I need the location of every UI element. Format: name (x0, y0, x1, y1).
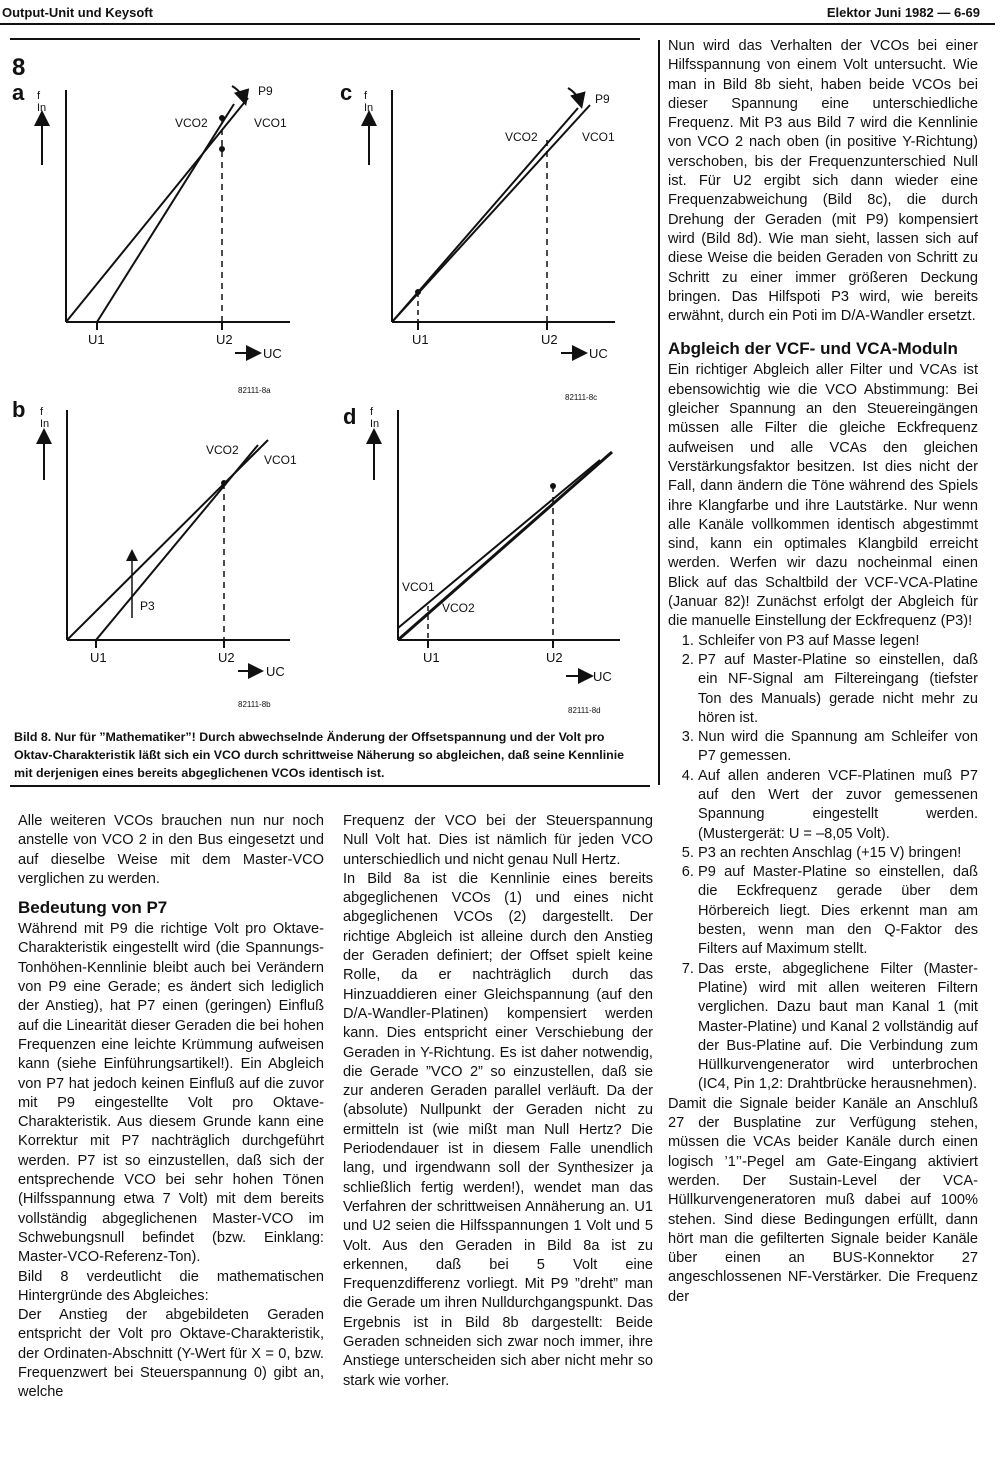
panel-d-u2: U2 (546, 650, 563, 665)
panel-b-axis-ln: In (40, 418, 50, 430)
panel-b-p3: P3 (140, 599, 155, 613)
panel-a-uc: UC (263, 346, 282, 361)
panel-b-u1: U1 (90, 650, 107, 665)
panel-c (369, 88, 615, 353)
panel-c-vco1: VCO1 (582, 130, 615, 144)
panel-a-u1: U1 (88, 332, 105, 347)
panel-b-vco1: VCO1 (264, 453, 297, 467)
panel-d-uc: UC (593, 669, 612, 684)
running-header-right: Elektor Juni 1982 — 6-69 (826, 5, 980, 20)
panel-c-letter: c (340, 80, 353, 105)
figure-caption (14, 728, 646, 782)
panel-c-u1: U1 (412, 332, 429, 347)
list-item: 7. Das erste, abgeglichene Filter (Master-Platine) wird mit allen weiteren Filtern verglichen. Dazu baut man Kanal 1 (mit Master-Platine) und Kanal 2 vollständig auf der Bus-Platine auf. Die Verbindung zum Hüllkurvengenerator wird unterbrochen (IC4, Pin 1,2: Drahtbrücke herausnehmen). (698, 960, 978, 1095)
list-item: 6. P9 auf Master-Platine so einstellen, daß die Eckfrequenz gerade über dem Hörbereich liegt. Dies erkennt man am besten, wenn man den Q-Faktor des Filters auf Maximum stellt. (698, 863, 978, 959)
figure-number: 8 (12, 54, 26, 81)
panel-c-u2: U2 (541, 332, 558, 347)
figure-bottom-rule (10, 785, 650, 787)
panel-a-axis-f: f (37, 90, 41, 102)
panel-b (44, 410, 290, 671)
panel-c-axis-ln: In (364, 102, 374, 114)
col1-paragraph-2: Während mit P9 die richtige Volt pro Oktave-Charakteristik eingestellt wird (die Spannungs-Tonhöhen-Kennlinie bleibt auch bei Verändern von P9 eine Gerade; es ändert sich lediglich der Anstieg), hat P7 einen (geringen) Einfluß auf die Linearität dieser Geraden die bei hohen Frequenzen eine leichte Krümmung aufweisen kann (siehe Einführungsartikel!). Ein Abgleich von P7 hat jedoch keinen Einfluß auf die zuvor mit P9 eingestellte Volt pro Oktave-Charakteristik. Aus diesem Grunde kann eine Korrektur mit P7 nachträglich durchgeführt werden. P7 ist so einzustellen, daß sich der entsprechende VCO bei sehr hohen Tönen (Hilfsspannung etwa 7 Volt) mit dem bereits vollständig abgeglichenen Master-VCO im Schwebungsnull befindet (bzw. Einklang: Master-VCO-Referenz-Ton). (18, 921, 324, 1266)
caption-text: Durch abwechselnde Änderung der Offsetspannung und der Volt pro Oktav-Charakteristik läßt sich ein VCO durch schrittweise Näherung so abgleichen, daß seine Kennlinie mit derjenigen eines bereits abgeglichenen VCOs identisch ist. (14, 730, 625, 780)
col1-paragraph-1: Alle weiteren VCOs brauchen nun nur noch anstelle von VCO 2 in den Bus eingesetzt und auf dieselbe Weise mit dem Master-VCO verglichen zu werden. (18, 813, 324, 887)
panel-d-vco1: VCO1 (402, 580, 435, 594)
panel-b-axis-f: f (40, 406, 44, 418)
col2-paragraph-2: In Bild 8a ist die Kennlinie eines bereits abgeglichenen VCOs (1) und eines nicht abgeglichenen VCOs (2) dargestellt. Der richtige Abgleich ist alleine durch den Anstieg der Geraden definiert; der Offset spielt keine Rolle, da er nachträglich durch das Hinzuaddieren einer Gleichspannung (auf den D/A-Wandler-Platinen) kompensiert werden kann. Dies entspricht einer Verschiebung der Geraden in Y-Richtung. Es ist daher notwendig, die Gerade ”VCO 2” so einzustellen, daß sie zur anderen Geraden parallel verläuft. Da der (absolute) Nullpunkt der Geraden nicht zu ermitteln ist (wie mißt man Null Hertz? Die Periodendauer ist in diesem Falle unendlich lang, und irgendwann soll der Synthesizer ja schließlich fertig werden!), wendet man das Verfahren der schrittweisen Annäherung an. U1 und U2 seien die Hilfsspannungen 1 Volt und 5 Volt. Aus den Geraden in Bild 8a ist zu erkennen, daß bei 5 Volt eine Frequenzdifferenz vorliegt. Mit P9 ”dreht” man die Gerade um ihren Nulldurchgangspunkt. Das Ergebnis ist in Bild 8b dargestellt: Beide Geraden schneiden sich zwar noch immer, ihre Anstiege unterscheiden sich aber nicht mehr so stark wie vorher. (343, 870, 653, 1389)
column-1 (18, 812, 324, 1403)
panel-d (374, 410, 620, 676)
panel-c-vco2: VCO2 (505, 130, 538, 144)
panel-d-code: 82111-8d (568, 706, 601, 715)
panel-b-vco2: VCO2 (206, 443, 239, 457)
panel-b-letter: b (12, 397, 26, 422)
running-header-left: Output-Unit und Keysoft (2, 5, 153, 20)
panel-c-p9: P9 (595, 92, 610, 106)
panel-d-axis-ln: In (370, 418, 380, 430)
panel-c-axis-f: f (364, 90, 368, 102)
panel-c-uc: UC (589, 346, 608, 361)
list-item: 5. P3 an rechten Anschlag (+15 V) bringen! (698, 844, 978, 863)
panel-d-letter: d (343, 404, 357, 429)
col3-paragraph-1: Nun wird das Verhalten der VCOs bei einer Hilfsspannung von einem Volt untersucht. Wie man in Bild 8b sieht, haben beide VCOs bei dieser Spannung eine unterschiedliche Frequenz. Mit P3 aus Bild 7 wird die Kennlinie von VCO 2 nach oben (in positive Y-Richtung) verschoben, bis der Frequenzunterschied Null ist. Für U2 ergibt sich dann wieder eine Frequenzabweichung (Bild 8c), die durch Drehung der Geraden (mit P9) kompensiert wird (Bild 8d). Wie man sieht, lassen sich auf diese Weise die beiden Geraden von Schritt zu Schritt zu einer immer größeren Deckung bringen. Das Hilfspoti P3 wird, wie bereits erwähnt, durch ein Poti im D/A-Wandler ersetzt. (668, 38, 978, 325)
panel-a-vco1: VCO1 (254, 116, 287, 130)
col1-heading: Bedeutung von P7 (18, 898, 168, 918)
list-item: 3. Nun wird die Spannung am Schleifer von P7 gemessen. (698, 728, 978, 767)
list-item: 1. Schleifer von P3 auf Masse legen! (698, 632, 978, 651)
panel-a-letter: a (12, 80, 25, 105)
col3-paragraph-2: Ein richtiger Abgleich aller Filter und VCAs ist ebensowichtig wie die VCO Abstimmung: Bei gleicher Spannung an den Steuereingängen müssen alle Filter die gleiche Eckfrequenz aufweisen und alle VCAs den gleichen Verstärkungsfaktor besitzen. Ist dies nicht der Fall, dann ändern die Töne während des Spiels ihre Klangfarbe und ihre Lautstärke. Nur wenn alle Kanäle vollkommen identisch abgestimmt sind, kann ein optimales Klangbild erreicht werden. Werfen wir dazu nocheinmal einen Blick auf das Schaltbild der VCF-VCA-Platine (Januar 82)! Zunächst erfolgt der Abgleich für die manuelle Einstellung der Eckfrequenz (P3)! (668, 362, 978, 630)
list-item: 4. Auf allen anderen VCF-Platinen muß P7 auf den Wert der zuvor gemessenen Spannung eingestellt werden. (Mustergerät: U = –8,05 Volt). (698, 767, 978, 844)
panel-d-axis-f: f (370, 406, 374, 418)
list-item: 2. P7 auf Master-Platine so einstellen, daß ein NF-Signal am Filtereingang (tiefster Ton des Manuals) gerade nicht mehr zu hören ist. (698, 651, 978, 728)
col3-paragraph-3: Damit die Signale beider Kanäle an Anschluß 27 der Busplatine zur Verfügung stehen, müssen die VCAs beider Kanäle durch einen logisch ’1’’-Pegel am Gate-Eingang aktiviert werden. Der Sustain-Level der VCA-Hüllkurvengeneratoren muß dabei auf 100% stehen. Sind diese Bedingungen erfüllt, dann hört man die gefilterten Signale beider Kanäle über einen an BUS-Konnektor 27 angeschlossenen NF-Verstärker. Die Frequenz der (668, 1095, 978, 1305)
panel-a-vco2: VCO2 (175, 116, 208, 130)
col1-paragraph-4: Der Anstieg der abgebildeten Geraden entspricht der Volt pro Oktave-Charakteristik, der Ordinaten-Abschnitt (Y-Wert für X = 0, bzw. Frequenzwert bei Steuerspannung 0) gibt an, welche (18, 1307, 324, 1401)
col1-paragraph-3: Bild 8 verdeutlicht die mathematischen Hintergründe des Abgleiches: (18, 1268, 324, 1304)
panel-a (42, 86, 290, 353)
col2-paragraph-1: Frequenz der VCO bei der Steuerspannung Null Volt hat. Dies ist nämlich für jeden VCO unterschiedlich und nicht genau Null Hertz. (343, 813, 653, 868)
col3-heading: Abgleich der VCF- und VCA-Moduln (668, 339, 958, 359)
panel-b-uc: UC (266, 664, 285, 679)
panel-b-u2: U2 (218, 650, 235, 665)
panel-c-code: 82111-8c (565, 393, 598, 402)
column-3 (668, 37, 978, 1307)
panel-b-code: 82111-8b (238, 700, 271, 709)
panel-d-u1: U1 (423, 650, 440, 665)
panel-d-vco2: VCO2 (442, 601, 475, 615)
figure-8 (0, 0, 660, 730)
panel-a-p9: P9 (258, 84, 273, 98)
caption-label: Bild 8. Nur für ”Mathematiker”! (14, 730, 196, 744)
column-2 (343, 812, 653, 1391)
panel-a-u2: U2 (216, 332, 233, 347)
panel-a-code: 82111-8a (238, 386, 271, 395)
panel-a-axis-ln: In (37, 102, 47, 114)
col3-steps-list (668, 632, 978, 1095)
